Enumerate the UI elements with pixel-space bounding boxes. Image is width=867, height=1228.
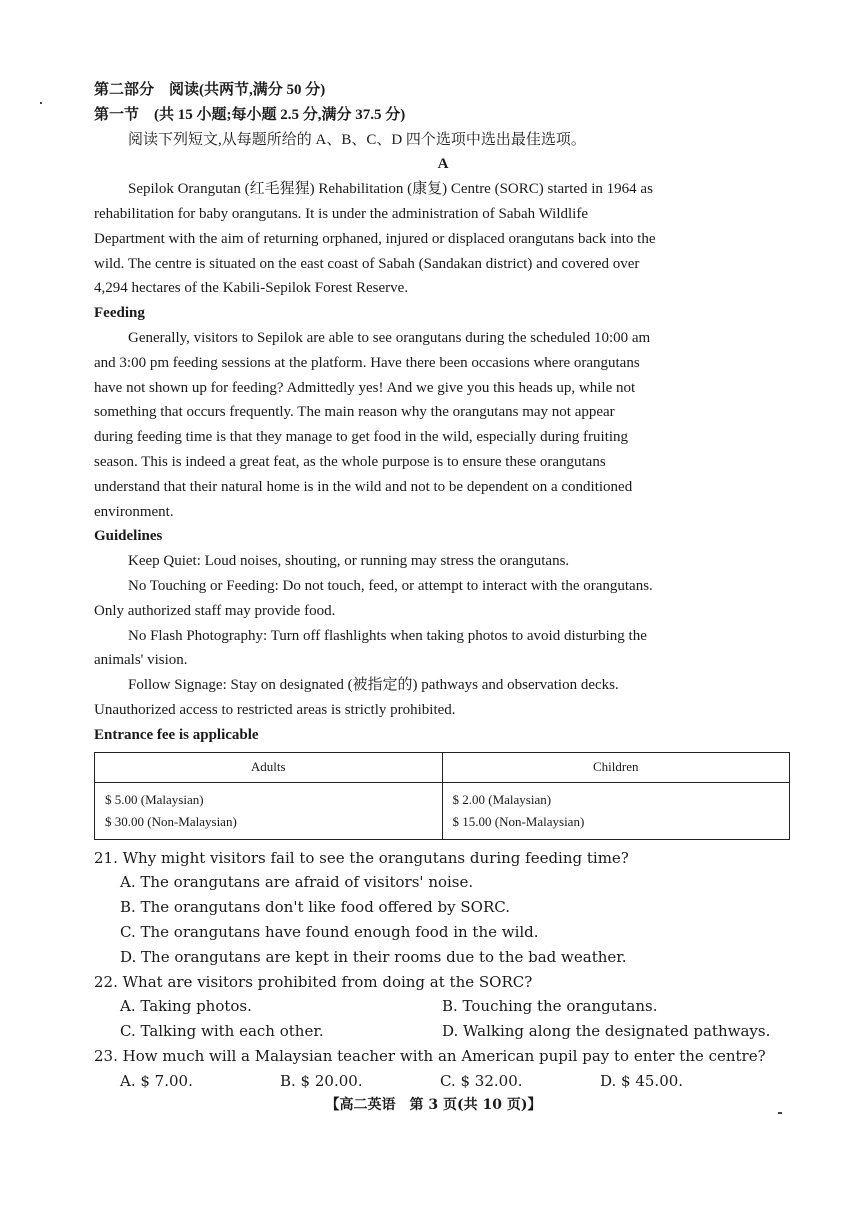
option-c[interactable]: C. The orangutans have found enough food in the wild.: [120, 922, 539, 941]
question-stem: 22. What are visitors prohibited from doing at the SORC?: [94, 972, 533, 991]
scan-mark: [778, 1112, 782, 1114]
option-b[interactable]: B. The orangutans don't like food offered by SORC.: [120, 898, 510, 917]
instruction: 阅读下列短文,从每题所给的 A、B、C、D 四个选项中选出最佳选项。: [128, 131, 586, 148]
section-header: 第二部分 阅读(共两节,满分 50 分): [94, 82, 326, 98]
question-stem: 23. How much will a Malaysian teacher with an American pupil pay to enter the centre?: [94, 1046, 766, 1065]
entrance-fee-table: [94, 752, 790, 840]
guideline-no-flash-cont: animals' vision.: [94, 652, 188, 669]
option-a[interactable]: A. Taking photos.: [120, 997, 252, 1016]
fee-heading: Entrance fee is applicable: [94, 726, 259, 743]
question-22: [94, 970, 792, 1044]
feeding-paragraph: [94, 326, 792, 524]
option-d[interactable]: D. Walking along the designated pathways.: [442, 1022, 771, 1041]
fee-cell-children: [442, 782, 790, 839]
feeding-heading: Feeding: [94, 305, 145, 322]
intro-paragraph: [94, 177, 792, 301]
page-footer: 【高二英语 第 3 页(共 10 页)】: [325, 1097, 542, 1113]
feeding-line: during feeding time is that they manage to get food in the wild, especially during fruiting: [94, 429, 629, 446]
guideline-keep-quiet: Keep Quiet: Loud noises, shouting, or running may stress the orangutans.: [128, 553, 570, 570]
feeding-line: something that occurs frequently. The main reason why the orangutans may not appear: [94, 404, 615, 421]
option-c[interactable]: C. $ 32.00.: [440, 1071, 523, 1090]
scan-mark: [40, 102, 42, 104]
fee-child-malaysian: $ 2.00 (Malaysian): [452, 791, 552, 807]
fee-cell-adults: [95, 782, 443, 839]
question-stem: 21. Why might visitors fail to see the orangutans during feeding time?: [94, 848, 629, 867]
guidelines-list: [94, 549, 792, 723]
feeding-line: and 3:00 pm feeding sessions at the platform. Have there been occasions where orangutans: [94, 354, 640, 371]
feeding-line: have not shown up for feeding? Admittedly yes! And we give you this heads up, while not: [94, 379, 636, 396]
fee-adult-non-malaysian: $ 30.00 (Non-Malaysian): [105, 813, 237, 829]
guideline-no-touching-cont: Only authorized staff may provide food.: [94, 602, 336, 619]
fee-adult-malaysian: $ 5.00 (Malaysian): [105, 791, 204, 807]
option-c[interactable]: C. Talking with each other.: [120, 1022, 324, 1041]
fee-header-children: Children: [442, 752, 790, 782]
page-content: [94, 78, 792, 1093]
option-row: [94, 994, 792, 1019]
question-23: [94, 1044, 792, 1094]
option-a[interactable]: A. $ 7.00.: [120, 1071, 193, 1090]
feeding-line: Generally, visitors to Sepilok are able to see orangutans during the scheduled 10:00 am: [128, 329, 651, 346]
feeding-line: season. This is indeed a great feat, as the whole purpose is to ensure these orangutans: [94, 453, 606, 470]
option-a[interactable]: A. The orangutans are afraid of visitors' noise.: [120, 873, 474, 892]
guideline-follow-signage-cont: Unauthorized access to restricted areas is strictly prohibited.: [94, 701, 456, 718]
intro-line: 4,294 hectares of the Kabili-Sepilok Forest Reserve.: [94, 280, 409, 297]
intro-line: Sepilok Orangutan (红毛猩猩) Rehabilitation (康复) Centre (SORC) started in 1964 as: [128, 181, 653, 198]
passage-letter: A: [437, 156, 449, 173]
guidelines-heading: Guidelines: [94, 528, 163, 545]
feeding-line: environment.: [94, 503, 174, 520]
option-row: [94, 1019, 792, 1044]
guideline-no-flash: No Flash Photography: Turn off flashlights when taking photos to avoid disturbing the: [128, 627, 647, 644]
intro-line: rehabilitation for baby orangutans. It is under the administration of Sabah Wildlife: [94, 205, 588, 222]
feeding-line: understand that their natural home is in the wild and not to be dependent on a conditioned: [94, 478, 633, 495]
guideline-follow-signage: Follow Signage: Stay on designated (被指定的) pathways and observation decks.: [128, 677, 619, 694]
option-d[interactable]: D. The orangutans are kept in their rooms due to the bad weather.: [120, 947, 627, 966]
option-b[interactable]: B. Touching the orangutans.: [442, 997, 658, 1016]
option-row: [94, 1069, 792, 1094]
fee-child-non-malaysian: $ 15.00 (Non-Malaysian): [452, 813, 585, 829]
intro-line: wild. The centre is situated on the east coast of Sabah (Sandakan district) and covered over: [94, 255, 640, 272]
guideline-no-touching: No Touching or Feeding: Do not touch, feed, or attempt to interact with the orangutans.: [128, 577, 653, 594]
fee-table-row: [95, 782, 790, 839]
option-d[interactable]: D. $ 45.00.: [600, 1071, 684, 1090]
intro-line: Department with the aim of returning orphaned, injured or displaced orangutans back into the: [94, 230, 656, 247]
subsection-header: [94, 103, 792, 128]
question-21: [94, 846, 792, 970]
fee-table-header-row: [95, 752, 790, 782]
subsection-header-text: 第一节 (共 15 小题;每小题 2.5 分,满分 37.5 分): [94, 106, 406, 123]
fee-header-adults: Adults: [95, 752, 443, 782]
option-b[interactable]: B. $ 20.00.: [280, 1071, 363, 1090]
